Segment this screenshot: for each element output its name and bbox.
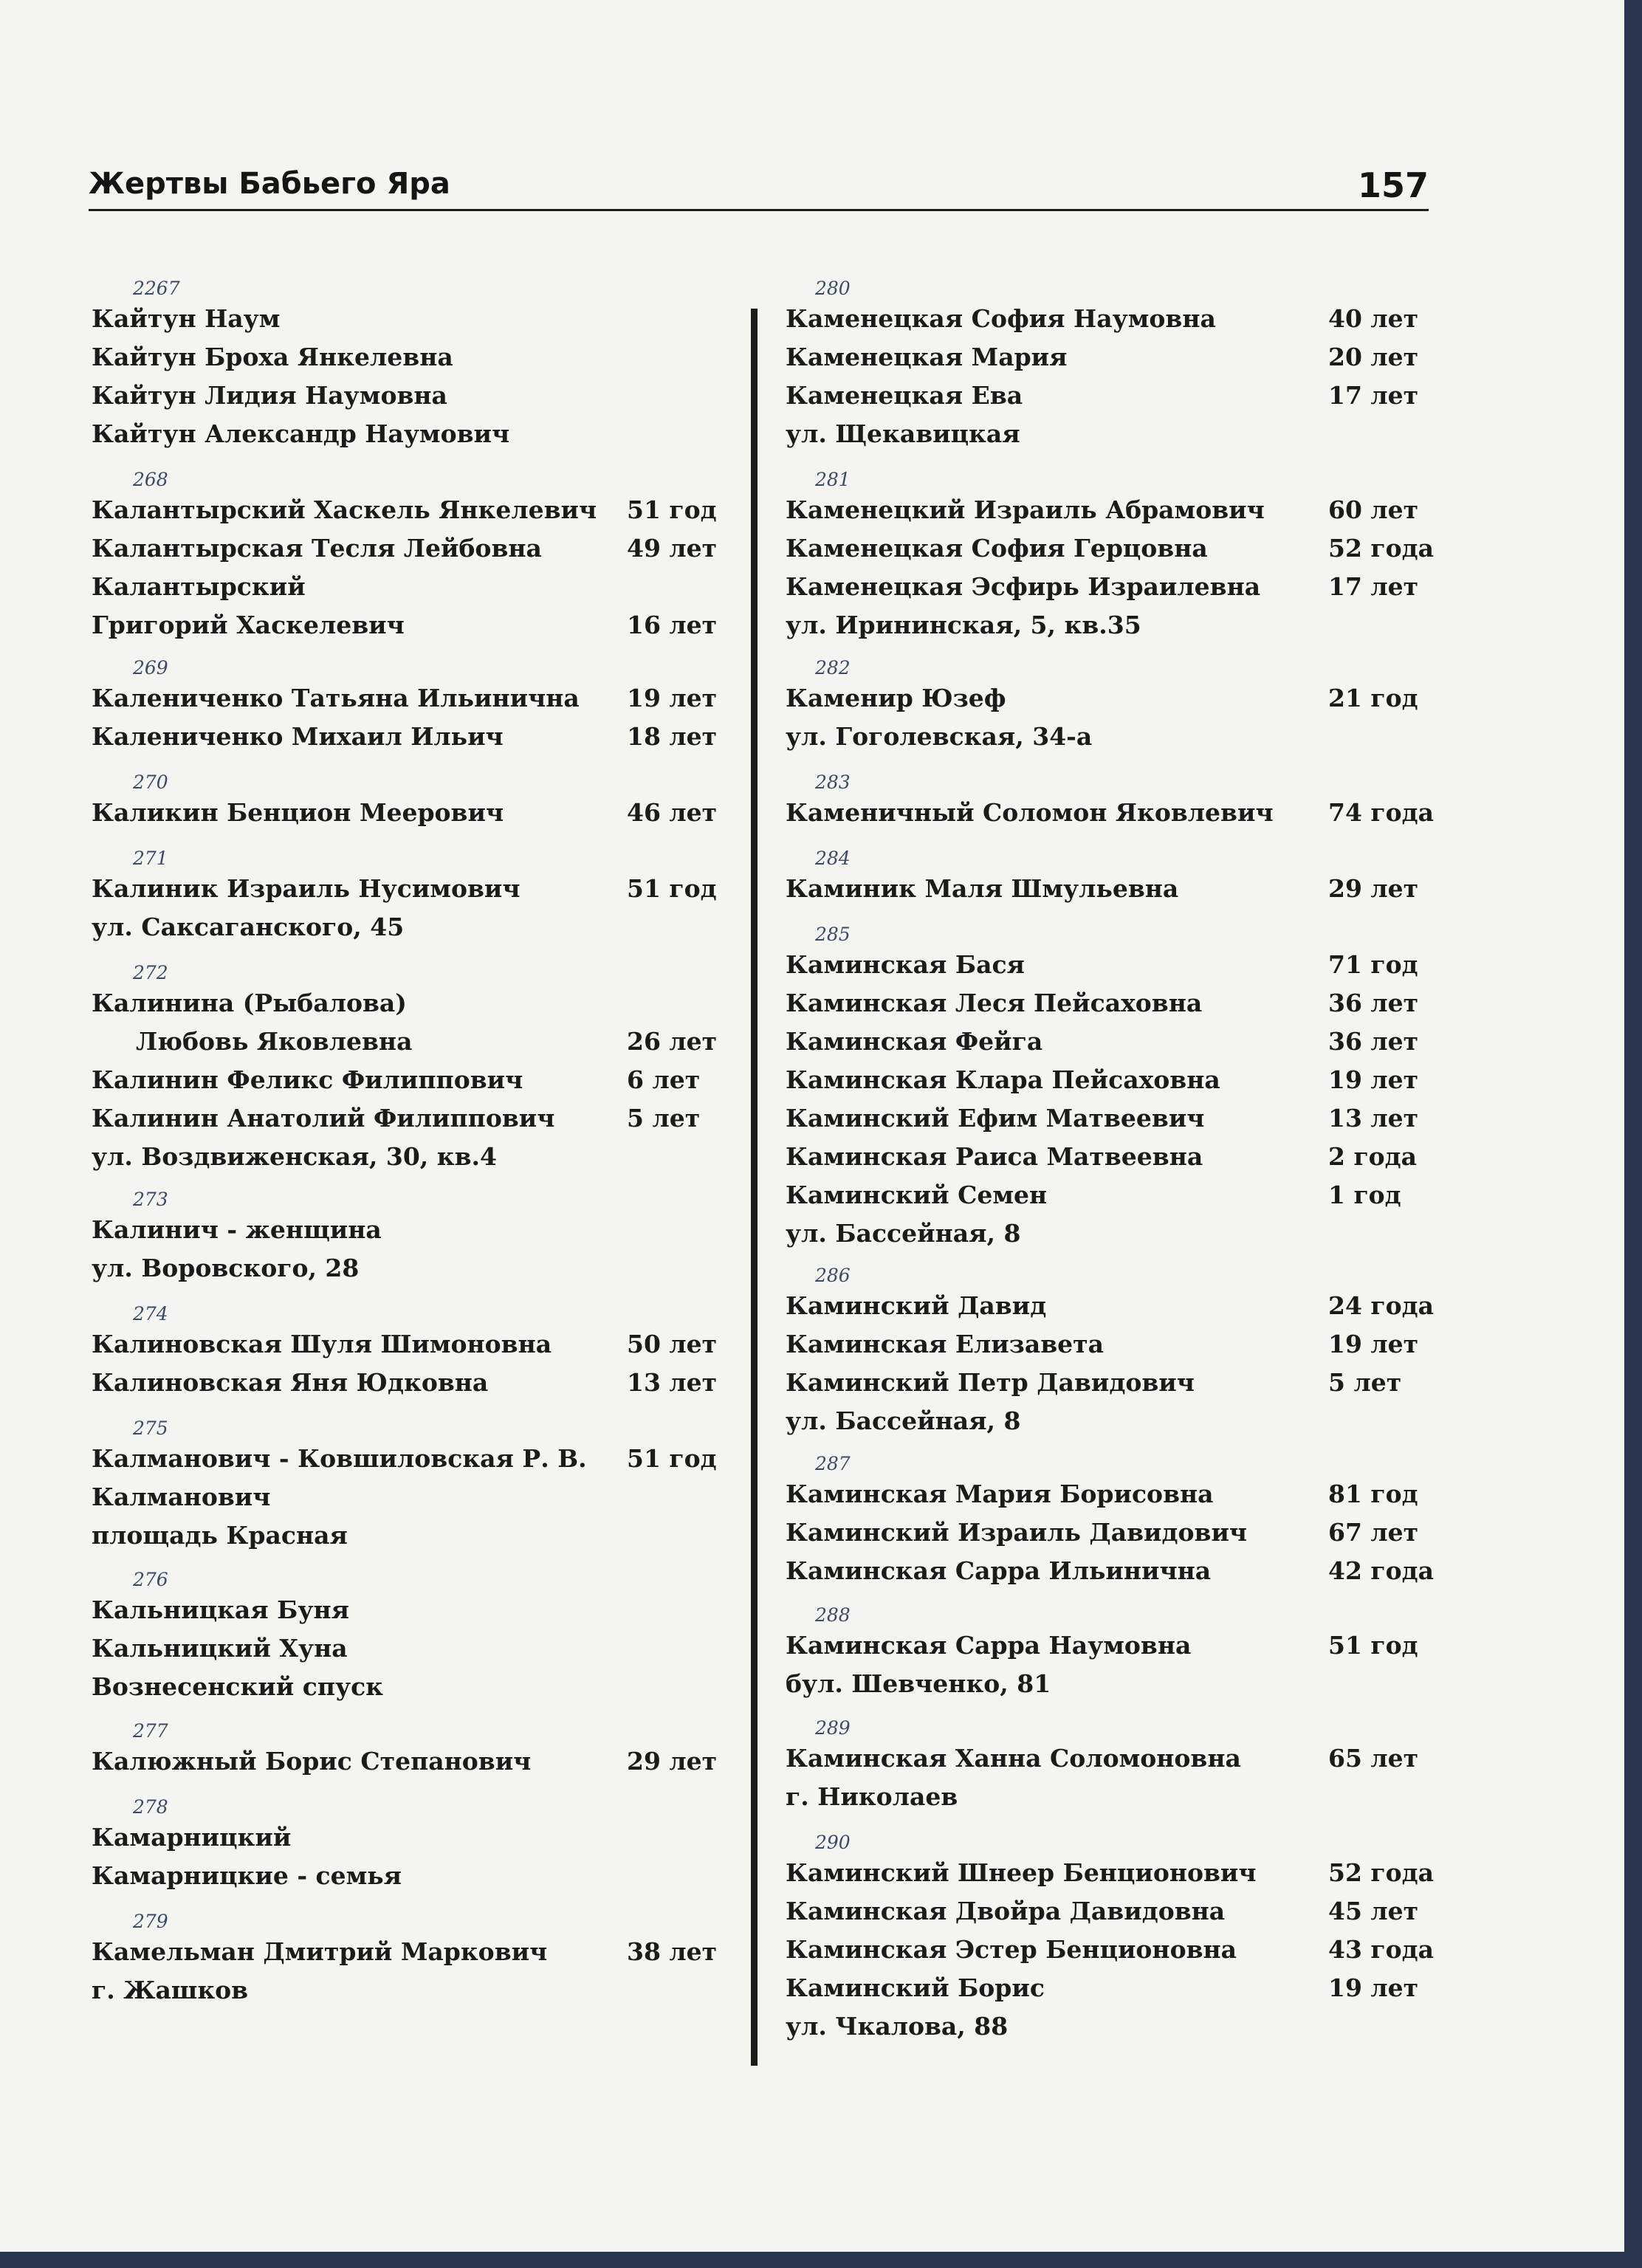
entry-age: 21 год <box>1328 684 1418 712</box>
entry-age: 52 года <box>1328 534 1435 563</box>
handwritten-record-number: 268 <box>133 469 168 490</box>
entry-name: Кайтун Броха Янкелевна <box>92 343 453 371</box>
entry-name: Каминский Израиль Давидович <box>786 1518 1248 1547</box>
entry-name: Калантырская Тесля Лейбовна <box>92 534 542 563</box>
entry-age: 67 лет <box>1328 1518 1419 1547</box>
column-divider <box>751 309 758 2066</box>
entry-age: 71 год <box>1328 950 1418 979</box>
handwritten-record-number: 270 <box>133 772 168 793</box>
entry-name: Калантырский Хаскель Янкелевич <box>92 495 597 524</box>
handwritten-record-number: 280 <box>815 278 851 299</box>
entry-name: Каминская Сарра Ильинична <box>786 1556 1212 1585</box>
entry-name: ул. Чкалова, 88 <box>786 2012 1009 2041</box>
entry-age: 2 года <box>1328 1142 1418 1171</box>
entry-name: Вознесенский спуск <box>92 1672 384 1701</box>
entry-age: 29 лет <box>627 1747 718 1776</box>
entry-name: Каменецкий Израиль Абрамович <box>786 495 1265 524</box>
handwritten-record-number: 272 <box>133 962 168 983</box>
entry-name: г. Жашков <box>92 1976 249 2004</box>
entry-age: 13 лет <box>1328 1104 1419 1133</box>
entry-age: 26 лет <box>627 1027 718 1056</box>
entry-name: Каминская Леся Пейсаховна <box>786 989 1203 1017</box>
handwritten-record-number: 284 <box>815 848 851 869</box>
entry-name: Кайтун Наум <box>92 304 281 333</box>
entry-name: Каминская Елизавета <box>786 1330 1104 1358</box>
entry-age: 16 лет <box>627 611 718 639</box>
entry-age: 60 лет <box>1328 495 1419 524</box>
entry-name: Камарницкий <box>92 1823 292 1852</box>
entry-name: Каминский Ефим Матвеевич <box>786 1104 1205 1133</box>
handwritten-record-number: 274 <box>133 1303 168 1324</box>
entry-name: Калантырский <box>92 572 306 601</box>
entry-age: 19 лет <box>1328 1330 1419 1358</box>
entry-age: 6 лет <box>627 1065 701 1094</box>
entry-name: ул. Бассейная, 8 <box>786 1406 1021 1435</box>
handwritten-record-number: 282 <box>815 657 851 678</box>
entry-name: Кальницкая Буня <box>92 1595 350 1624</box>
handwritten-record-number: 279 <box>133 1911 168 1932</box>
entry-age: 17 лет <box>1328 381 1419 410</box>
entry-age: 13 лет <box>627 1368 718 1397</box>
handwritten-record-number: 276 <box>133 1569 168 1590</box>
entry-age: 74 года <box>1328 798 1435 827</box>
entry-name: Каминская Мария Борисовна <box>786 1480 1214 1508</box>
entry-name: Каменецкая Эсфирь Израилевна <box>786 572 1261 601</box>
handwritten-record-number: 275 <box>133 1418 168 1439</box>
entry-age: 1 год <box>1328 1181 1401 1209</box>
entry-name: Каменир Юзеф <box>786 684 1006 712</box>
entry-age: 46 лет <box>627 798 718 827</box>
entry-age: 29 лет <box>1328 874 1419 903</box>
header-rule <box>89 209 1429 211</box>
entry-name: Каминский Петр Давидович <box>786 1368 1195 1397</box>
entry-name: Каминский Шнеер Бенционович <box>786 1858 1257 1887</box>
handwritten-record-number: 289 <box>815 1717 851 1739</box>
entry-age: 49 лет <box>627 534 718 563</box>
handwritten-record-number: 285 <box>815 924 851 945</box>
entry-age: 17 лет <box>1328 572 1419 601</box>
entry-name: Кальницкий Хуна <box>92 1634 348 1663</box>
handwritten-record-number: 287 <box>815 1453 851 1474</box>
entry-age: 43 года <box>1328 1935 1435 1964</box>
handwritten-record-number: 2267 <box>133 278 180 299</box>
entry-age: 38 лет <box>627 1937 718 1966</box>
entry-name: Кайтун Лидия Наумовна <box>92 381 447 410</box>
entry-age: 81 год <box>1328 1480 1418 1508</box>
entry-name: Калениченко Татьяна Ильинична <box>92 684 580 712</box>
entry-age: 19 лет <box>1328 1973 1419 2002</box>
entry-age: 5 лет <box>627 1104 701 1133</box>
entry-name: Каликин Бенцион Меерович <box>92 798 504 827</box>
entry-age: 40 лет <box>1328 304 1419 333</box>
entry-age: 18 лет <box>627 722 718 751</box>
entry-name: Каминская Ханна Соломоновна <box>786 1744 1241 1773</box>
entry-name: Каменецкая Мария <box>786 343 1068 371</box>
entry-age: 51 год <box>627 1444 717 1473</box>
entry-name: ул. Воздвиженская, 30, кв.4 <box>92 1142 497 1171</box>
entry-age: 52 года <box>1328 1858 1435 1887</box>
handwritten-record-number: 277 <box>133 1720 168 1742</box>
handwritten-record-number: 273 <box>133 1189 168 1210</box>
entry-name: Калинина (Рыбалова) <box>92 989 407 1017</box>
entry-age: 36 лет <box>1328 989 1419 1017</box>
entry-name: площадь Красная <box>92 1521 348 1550</box>
entry-name: Каминский Семен <box>786 1181 1048 1209</box>
entry-age: 42 года <box>1328 1556 1435 1585</box>
entry-age: 45 лет <box>1328 1897 1419 1925</box>
entry-name: ул. Гоголевская, 34-а <box>786 722 1093 751</box>
entry-name: ул. Ирининская, 5, кв.35 <box>786 611 1141 639</box>
entry-name: Камельман Дмитрий Маркович <box>92 1937 548 1966</box>
entry-name: Любовь Яковлевна <box>136 1027 413 1056</box>
entry-name: Каменецкая Ева <box>786 381 1023 410</box>
handwritten-record-number: 281 <box>815 469 851 490</box>
handwritten-record-number: 290 <box>815 1832 851 1853</box>
entry-age: 65 лет <box>1328 1744 1419 1773</box>
entry-age: 5 лет <box>1328 1368 1402 1397</box>
entry-name: ул. Воровского, 28 <box>92 1254 360 1282</box>
entry-age: 19 лет <box>627 684 718 712</box>
entry-name: Каминская Сарра Наумовна <box>786 1631 1192 1660</box>
entry-age: 51 год <box>627 874 717 903</box>
entry-name: Калинин Феликс Филиппович <box>92 1065 523 1094</box>
entry-name: Калиновская Шуля Шимоновна <box>92 1330 552 1358</box>
entry-name: Каменецкая София Герцовна <box>786 534 1208 563</box>
handwritten-record-number: 271 <box>133 848 168 869</box>
handwritten-record-number: 286 <box>815 1265 851 1286</box>
entry-name: ул. Щекавицкая <box>786 419 1020 448</box>
entry-name: Каминская Двойра Давидовна <box>786 1897 1226 1925</box>
entry-name: Каменецкая София Наумовна <box>786 304 1216 333</box>
entry-name: Каминская Бася <box>786 950 1025 979</box>
entry-name: Каминский Борис <box>786 1973 1045 2002</box>
handwritten-record-number: 283 <box>815 772 851 793</box>
entry-name: Калинин Анатолий Филиппович <box>92 1104 555 1133</box>
entry-name: Каминская Клара Пейсаховна <box>786 1065 1220 1094</box>
handwritten-record-number: 278 <box>133 1796 168 1818</box>
entry-name: ул. Саксаганского, 45 <box>92 913 405 941</box>
handwritten-record-number: 288 <box>815 1604 851 1626</box>
entry-name: Калениченко Михаил Ильич <box>92 722 504 751</box>
entry-name: Калинич - женщина <box>92 1215 382 1244</box>
entry-name: Калюжный Борис Степанович <box>92 1747 532 1776</box>
entry-name: ул. Бассейная, 8 <box>786 1219 1021 1248</box>
page-number: 157 <box>1357 165 1429 205</box>
entry-name: Григорий Хаскелевич <box>92 611 405 639</box>
entry-name: Каминская Фейга <box>786 1027 1043 1056</box>
entry-name: г. Николаев <box>786 1782 958 1811</box>
entry-name: Каминская Эстер Бенционовна <box>786 1935 1237 1964</box>
entry-age: 36 лет <box>1328 1027 1419 1056</box>
entry-name: Каменичный Соломон Яковлевич <box>786 798 1274 827</box>
entry-name: Каминик Маля Шмульевна <box>786 874 1179 903</box>
entry-age: 51 год <box>627 495 717 524</box>
entry-age: 51 год <box>1328 1631 1418 1660</box>
running-header-title: Жертвы Бабьего Яра <box>89 167 450 201</box>
entry-age: 20 лет <box>1328 343 1419 371</box>
entry-name: Калманович <box>92 1482 271 1511</box>
entry-name: Калиник Израиль Нусимович <box>92 874 521 903</box>
entry-age: 19 лет <box>1328 1065 1419 1094</box>
entry-name: Камарницкие - семья <box>92 1861 402 1890</box>
entry-name: Калманович - Ковшиловская Р. В. <box>92 1444 587 1473</box>
entry-name: Калиновская Яня Юдковна <box>92 1368 489 1397</box>
handwritten-record-number: 269 <box>133 657 168 678</box>
entry-age: 24 года <box>1328 1291 1435 1320</box>
entry-name: Каминский Давид <box>786 1291 1047 1320</box>
entry-name: бул. Шевченко, 81 <box>786 1669 1051 1698</box>
entry-name: Каминская Раиса Матвеевна <box>786 1142 1203 1171</box>
entry-age: 50 лет <box>627 1330 718 1358</box>
entry-name: Кайтун Александр Наумович <box>92 419 510 448</box>
